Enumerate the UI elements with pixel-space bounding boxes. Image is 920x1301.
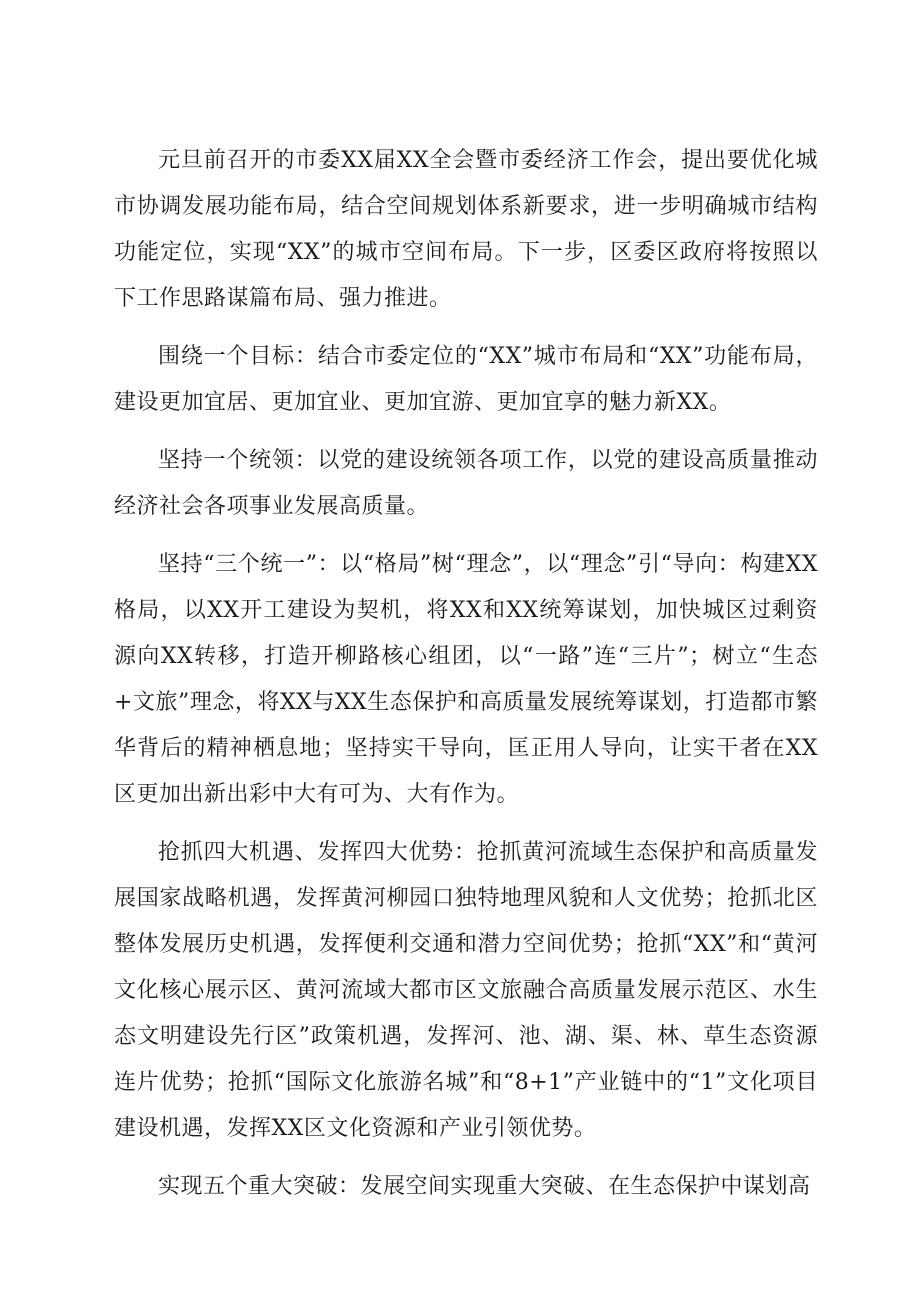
paragraph-goal: 围绕一个目标：结合市委定位的“XX”城市布局和“XX”功能布局，建设更加宜居、更加宜业、更加宜游、更加宜享的魅力新XX。 <box>114 344 818 415</box>
paragraph-three-unities: 坚持“三个统一”：以“格局”树“理念”，以“理念”引“导向：构建XX格局，以XX开工建设为契机，将XX和XX统筹谋划，加快城区过剩资源向XX转移，打造开柳路核心组团，以“一路”连“三片”；树立“生态+文旅”理念，将XX与XX生态保护和高质量发展统筹谋划，打造都市繁华背后的精神栖息地；坚持实干导向，匡正用人导向，让实干者在XX区更加出新出彩中大有可为、大有作为。 <box>114 552 818 807</box>
paragraph-intro: 元旦前召开的市委XX届XX全会暨市委经济工作会，提出要优化城市协调发展功能布局，结合空间规划体系新要求，进一步明确城市结构功能定位，实现“XX”的城市空间布局。下一步，区委区政府将按照以下工作思路谋篇布局、强力推进。 <box>114 148 818 311</box>
document-body <box>114 138 818 1222</box>
paragraph-four-opportunities: 抢抓四大机遇、发挥四大优势：抢抓黄河流域生态保护和高质量发展国家战略机遇，发挥黄河柳园口独特地理风貌和人文优势；抢抓北区整体发展历史机遇，发挥便利交通和潜力空间优势；抢抓“XX”和“黄河文化核心展示区、黄河流域大都市区文旅融合高质量发展示范区、水生态文明建设先行区”政策机遇，发挥河、池、湖、渠、林、草生态资源连片优势；抢抓“国际文化旅游名城”和“8+1”产业链中的“1”文化项目建设机遇，发挥XX区文化资源和产业引领优势。 <box>114 840 818 1141</box>
paragraph-five-breakthroughs: 实现五个重大突破：发展空间实现重大突破、在生态保护中谋划高 <box>158 1174 811 1199</box>
paragraph-leadership: 坚持一个统领：以党的建设统领各项工作，以党的建设高质量推动经济社会各项事业发展高质量。 <box>114 448 818 519</box>
